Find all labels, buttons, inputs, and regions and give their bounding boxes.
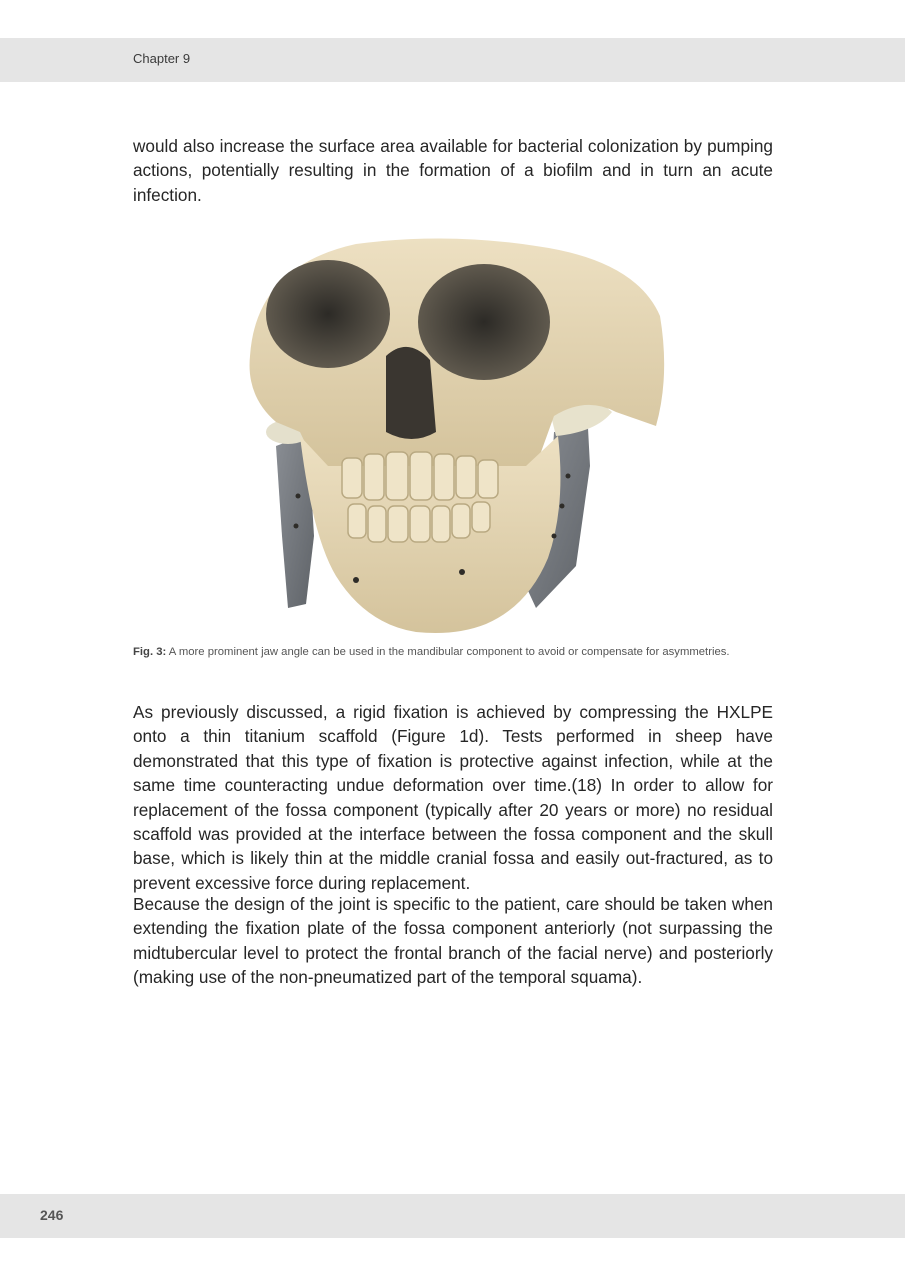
- running-header: [0, 38, 905, 82]
- figure-label: Fig. 3:: [133, 646, 167, 658]
- right-orbit: [418, 264, 550, 380]
- page-number: 246: [40, 1207, 64, 1223]
- body-paragraph-3: Because the design of the joint is specific to the patient, care should be taken when extending the fixation plate of the fossa component anteriorly (not surpassing the midtubercular level to protect the frontal branch of the facial nerve) and posteriorly (making use of the non-pneumatized part of the temporal squama).: [133, 894, 773, 988]
- body-paragraph-2: As previously discussed, a rigid fixation is achieved by compressing the HXLPE onto a thin titanium scaffold (Figure 1d). Tests performed in sheep have demonstrated that this type of fixation is protective against infection, while at the same time counteracting undue deformation over time.(18) In order to allow for replacement of the fossa component (typically after 20 years or more) no residual scaffold was provided at the interface between the fossa component and the skull base, which is likely thin at the middle cranial fossa and easily out-fractured, as to prevent excessive force during replacement.: [133, 702, 773, 893]
- left-orbit: [266, 260, 390, 368]
- body-paragraph-1: would also increase the surface area available for bacterial colonization by pumping actions, potentially resulting in the formation of a biofilm and in turn an acute infection.: [133, 136, 773, 205]
- skull-3d-render: [236, 236, 670, 636]
- nasal-cavity: [386, 347, 436, 439]
- chapter-label: Chapter 9: [133, 51, 191, 66]
- figure-caption: [133, 645, 773, 659]
- figure-caption-text: A more prominent jaw angle can be used in the mandibular component to avoid or compensate for asymmetries.: [168, 646, 730, 658]
- skull-implant-figure: [236, 236, 670, 636]
- page-footer: [0, 1194, 905, 1238]
